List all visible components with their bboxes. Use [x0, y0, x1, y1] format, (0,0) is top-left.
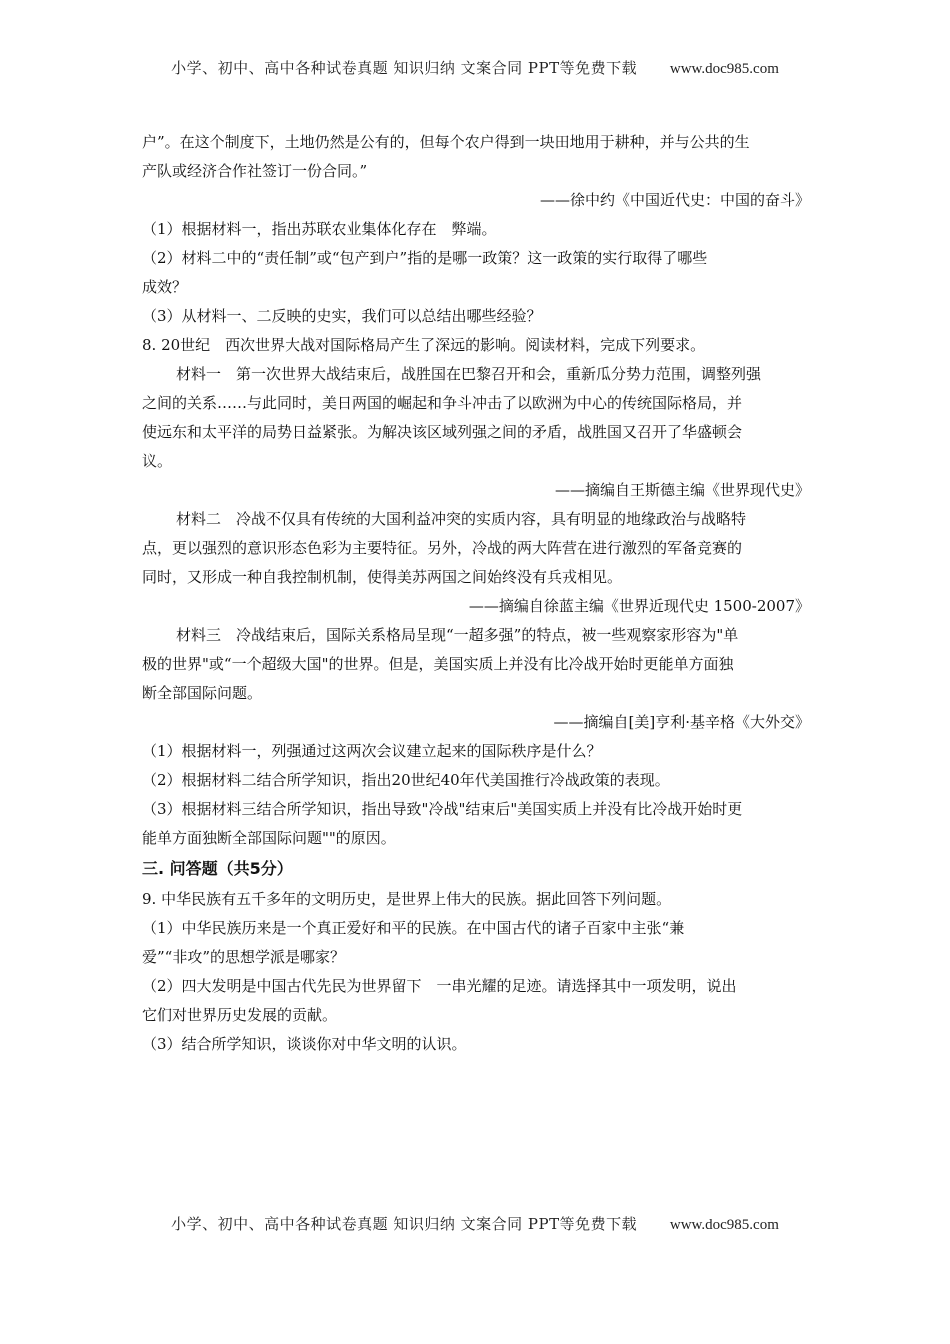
header-text: 小学、初中、高中各种试卷真题 知识归纳 文案合同 PPT等免费下载	[171, 59, 638, 77]
continuation-line: 产队或经济合作社签订一份合同。”	[142, 162, 368, 180]
source-citation: ——徐中约《中国近代史：中国的奋斗》	[539, 191, 810, 209]
section-heading: 三. 问答题（共5分）	[142, 859, 293, 878]
q8-sub-question-3: （3）根据材料三结合所学知识，指出导致"冷战"结束后"美国实质上并没有比冷战开始时更	[142, 800, 743, 818]
q7-sub-question-1: （1）根据材料一，指出苏联农业集体化存在 弊端。	[142, 220, 497, 238]
q8-material-1: 材料一 第一次世界大战结束后，战胜国在巴黎召开和会，重新瓜分势力范围，调整列强	[176, 365, 762, 383]
document-body	[142, 128, 810, 1059]
q7-sub-question-2: （2）材料二中的“责任制”或“包产到户”指的是哪一政策？这一政策的实行取得了哪些	[142, 249, 708, 267]
footer-url[interactable]: www.doc985.com	[669, 1217, 779, 1233]
q8-material-1-line: 议。	[142, 452, 173, 470]
footer-text: 小学、初中、高中各种试卷真题 知识归纳 文案合同 PPT等免费下载	[171, 1215, 638, 1233]
q8-material-3: 材料三 冷战结束后，国际关系格局呈现“一超多强”的特点，被一些观察家形容为"单	[176, 626, 739, 644]
q7-sub-question-2-cont: 成效？	[142, 278, 188, 296]
q8-material-1-line: 使远东和太平洋的局势日益紧张。为解决该区域列强之间的矛盾，战胜国又召开了华盛顿会	[142, 423, 743, 441]
q8-material-2-source: ——摘编自徐蓝主编《世界近现代史 1500-2007》	[468, 597, 810, 615]
q8-material-3-line: 断全部国际问题。	[142, 684, 263, 702]
page-footer	[0, 1213, 950, 1234]
q8-material-2-line: 同时，又形成一种自我控制机制，使得美苏两国之间始终没有兵戎相见。	[142, 568, 623, 586]
q8-material-1-line: 之间的关系……与此同时，美日两国的崛起和争斗冲击了以欧洲为中心的传统国际格局，并	[142, 394, 743, 412]
q8-material-3-source: ——摘编自[美]亨利·基辛格《大外交》	[553, 713, 810, 731]
q8-sub-question-3-cont: 能单方面独断全部国际问题""的原因。	[142, 829, 396, 847]
q8-material-2-line: 点，更以强烈的意识形态色彩为主要特征。另外，冷战的两大阵营在进行激烈的军备竞赛的	[142, 539, 743, 557]
continuation-line: 户”。在这个制度下，土地仍然是公有的，但每个农户得到一块田地用于耕种，并与公共的生	[142, 133, 750, 151]
q8-stem: 8. 20世纪 西次世界大战对国际格局产生了深远的影响。阅读材料，完成下列要求。	[142, 336, 706, 354]
page-header	[0, 57, 950, 78]
q7-sub-question-3: （3）从材料一、二反映的史实，我们可以总结出哪些经验？	[142, 307, 542, 325]
q8-material-3-line: 极的世界"或“一个超级大国"的世界。但是，美国实质上并没有比冷战开始时更能单方面独	[142, 655, 734, 673]
q8-material-2: 材料二 冷战不仅具有传统的大国利益冲突的实质内容，具有明显的地缘政治与战略特	[176, 510, 747, 528]
q9-stem: 9. 中华民族有五千多年的文明历史，是世界上伟大的民族。据此回答下列问题。	[142, 890, 672, 908]
q9-sub-question-3: （3）结合所学知识，谈谈你对中华文明的认识。	[142, 1035, 467, 1053]
q9-sub-question-2-cont: 它们对世界历史发展的贡献。	[142, 1006, 338, 1024]
q9-sub-question-1-cont: 爱”“非攻”的思想学派是哪家？	[142, 948, 346, 966]
q8-sub-question-2: （2）根据材料二结合所学知识，指出20世纪40年代美国推行冷战政策的表现。	[142, 771, 670, 789]
header-url[interactable]: www.doc985.com	[669, 61, 779, 77]
q8-sub-question-1: （1）根据材料一，列强通过这两次会议建立起来的国际秩序是什么？	[142, 742, 602, 760]
q8-material-1-source: ——摘编自王斯德主编《世界现代史》	[554, 481, 810, 499]
q9-sub-question-1: （1）中华民族历来是一个真正爱好和平的民族。在中国古代的诸子百家中主张“兼	[142, 919, 685, 937]
q9-sub-question-2: （2）四大发明是中国古代先民为世界留下 一串光耀的足迹。请选择其中一项发明，说出	[142, 977, 737, 995]
